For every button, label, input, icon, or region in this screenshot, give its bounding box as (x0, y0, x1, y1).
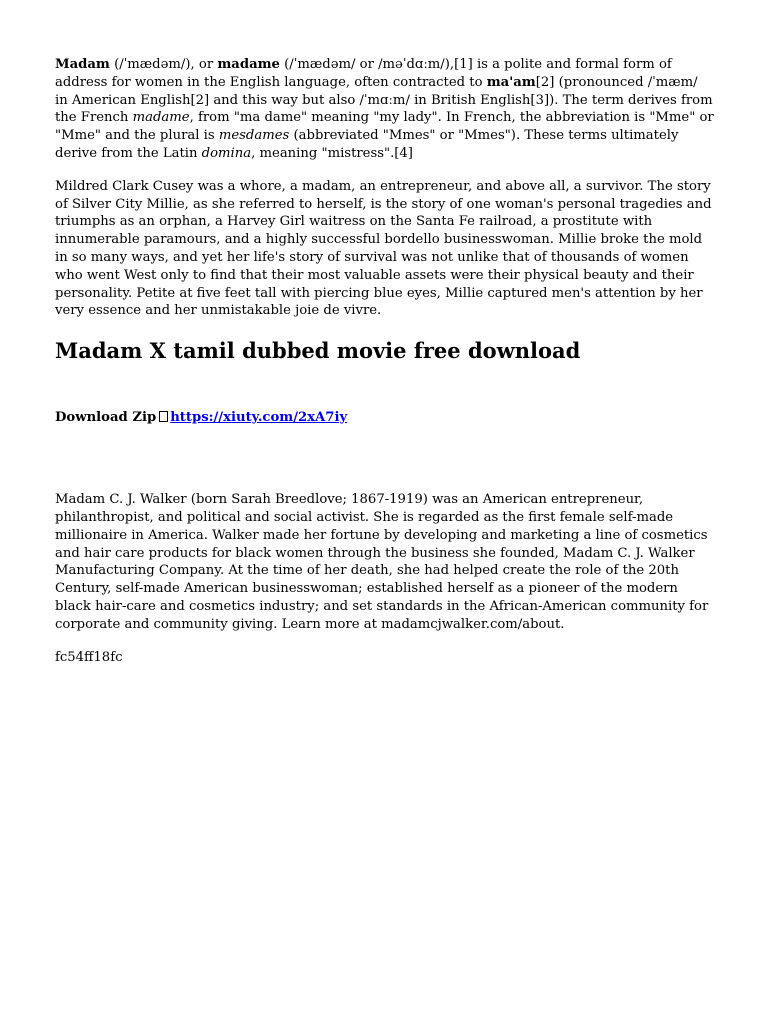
download-label: Download Zip (55, 410, 157, 426)
text-run: , meaning "mistress".[4] (251, 145, 413, 161)
term-madam: Madam (55, 57, 110, 72)
term-domina: domina (201, 145, 252, 161)
millie-paragraph: Mildred Clark Cusey was a whore, a madam, an entrepreneur, and above all, a survivor. The story of Silver City Millie, as she referred to herself, is the story of one woman's personal tragedies and triumphs as an orphan, a Harvey Girl waitress on the Santa Fe railroad, a prostitute with innumerable paramours, and a highly successful bordello businesswoman. Millie broke the mold in so many ways, and yet her life's story of survival was not unlike that of thousands of women who went West only to find that their most valuable assets were their physical beauty and their personality. Petite at five feet tall with piercing blue eyes, Millie captured men's attention by her very essence and her unmistakable joie de vivre. (55, 178, 712, 319)
text-run: (abbreviated "Mmes" or "Mmes"). These terms ultimately derive from the Latin (55, 128, 679, 161)
term-madame-italic: madame (132, 110, 190, 126)
missing-glyph-icon (159, 411, 168, 422)
download-link[interactable]: https://xiuty.com/2xA7iy (170, 410, 348, 426)
download-line (55, 409, 714, 427)
text-run: , from "ma dame" meaning "my lady". In French, the abbreviation is "Mme" or "Mme" and the plural is (55, 110, 714, 144)
text-run: (/ˈmædəm/), or (109, 57, 218, 72)
text-run: (/ˈmædəm/ or /məˈdɑːm/),[1] is a polite and formal form of address for women in the English language, often contracted to (55, 57, 672, 90)
term-madame: madame (217, 57, 280, 72)
footer-code: fc54ff18fc (55, 649, 123, 665)
page-heading: Madam X tamil dubbed movie free download (55, 338, 581, 364)
intro-paragraph (55, 56, 714, 163)
term-mesdames: mesdames (218, 128, 290, 144)
walker-paragraph: Madam C. J. Walker (born Sarah Breedlove; 1867-1919) was an American entrepreneur, philanthropist, and political and social activist. She is regarded as the first female self-made millionaire in America. Walker made her fortune by developing and marketing a line of cosmetics and hair care products for black women through the business she founded, Madam C. J. Walker Manufacturing Company. At the time of her death, she had helped create the role of the 20th Century, self-made American businesswoman; established herself as a pioneer of the modern black hair-care and cosmetics industry; and set standards in the African-American community for corporate and community giving. Learn more at madamcjwalker.com/about. (55, 492, 709, 632)
term-maam: ma'am (486, 74, 536, 90)
text-run: [2] (pronounced /ˈmæm/ in American English[2] and this way but also /ˈmɑːm/ in British English[3]). The term derives from the French (55, 74, 713, 126)
